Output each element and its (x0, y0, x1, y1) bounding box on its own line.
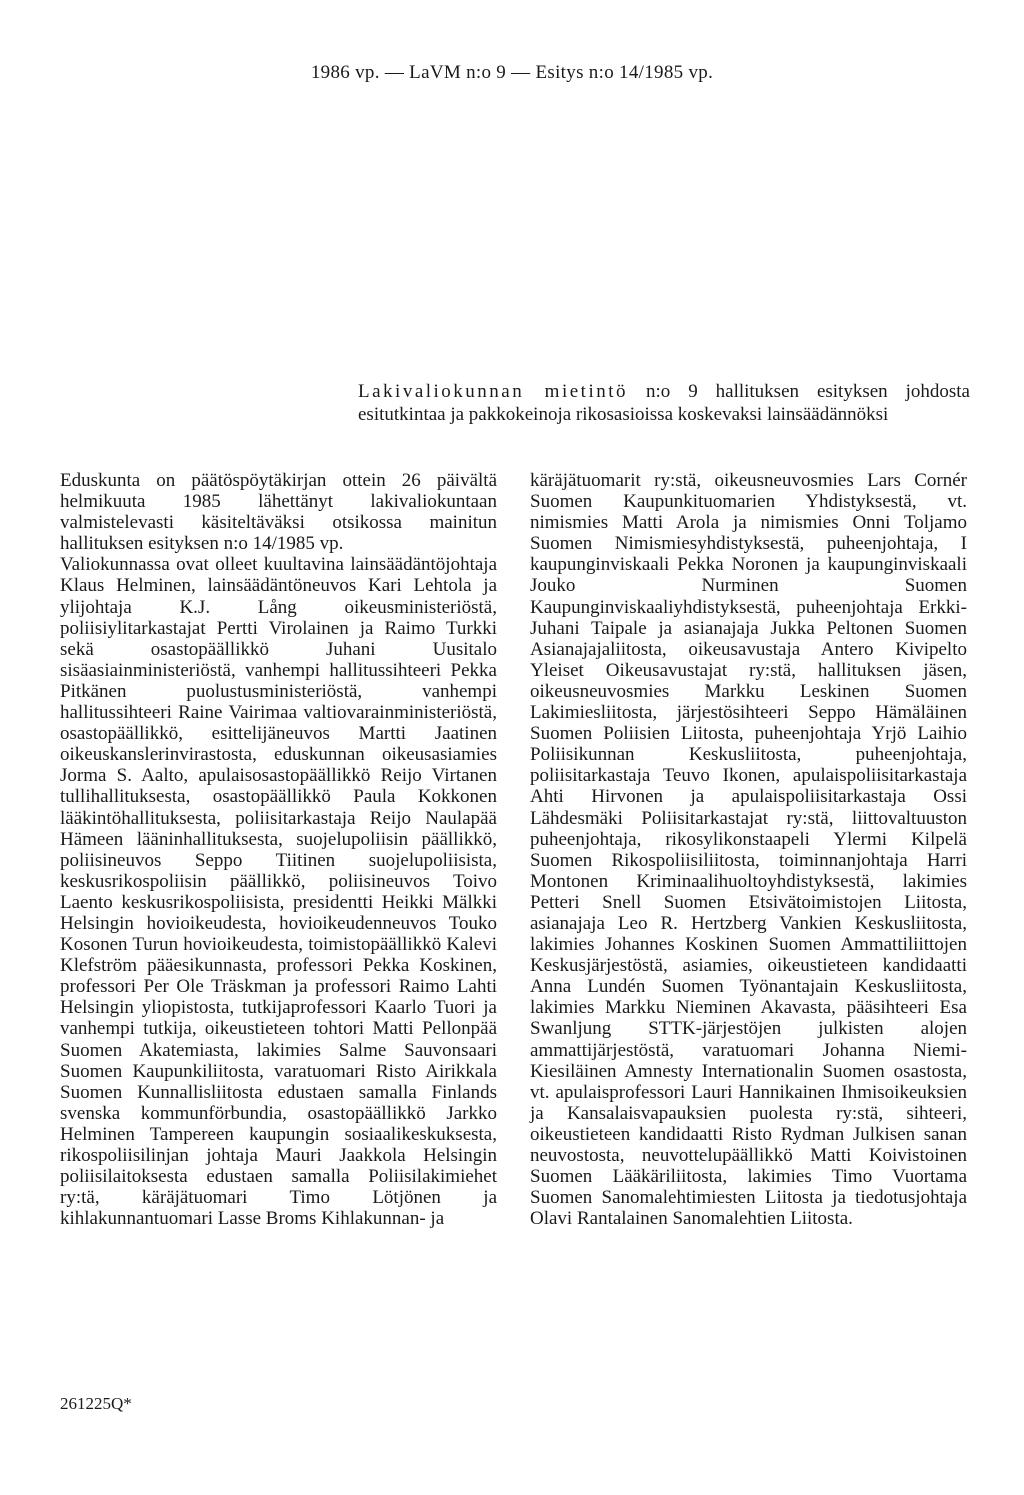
left-column (60, 470, 497, 1229)
report-title (358, 380, 970, 426)
running-header: 1986 vp. — LaVM n:o 9 — Esitys n:o 14/1985 vp. (310, 62, 714, 83)
right-column (530, 470, 967, 1229)
report-title-rest: n:o 9 hallituksen esityksen johdosta esitutkintaa ja pakkokeinoja rikosasioissa koskevaksi lainsäädännöksi (358, 381, 970, 425)
body-paragraph: käräjätuomarit ry:stä, oikeusneuvosmies Lars Cornér Suomen Kaupunkituomarien Yhdistyksestä, vt. nimismies Matti Arola ja nimismies Onni Toljamo Suomen Nimismiesyhdistyksestä, puheenjohtaja, I kaupunginviskaali Pekka Noronen ja kaupunginviskaali Jouko Nurminen Suomen Kaupunginviskaaliyhdistyksestä, puheenjohtaja Erkki-Juhani Taipale ja asianajaja Jukka Peltonen Suomen Asianajajaliitosta, oikeusavustaja Antero Kivipelto Yleiset Oikeusavustajat ry:stä, hallituksen jäsen, oikeusneuvosmies Markku Leskinen Suomen Lakimiesliitosta, järjestösihteeri Seppo Hämäläinen Suomen Poliisien Liitosta, puheenjohtaja Yrjö Laihio Poliisikunnan Keskusliitosta, puheenjohtaja, poliisitarkastaja Teuvo Ikonen, apulaispoliisitarkastaja Ahti Hirvonen ja apulaispoliisitarkastaja Ossi Lähdesmäki Poliisitarkastajat ry:stä, liittovaltuuston puheenjohtaja, rikosylikonstaapeli Ylermi Kilpelä Suomen Rikospoliisiliitosta, toiminnanjohtaja Harri Montonen Kriminaalihuoltoyhdistyksestä, lakimies Petteri Snell Suomen Etsivätoimistojen Liitosta, asianajaja Leo R. Hertzberg Vankien Keskusliitosta, lakimies Johannes Koskinen Suomen Ammattiliittojen Keskusjärjestöstä, asiamies, oikeustieteen kandidaatti Anna Lundén Suomen Työnantajain Keskusliitosta, lakimies Markku Nieminen Akavasta, pääsihteeri Esa Swanljung STTK-järjestöjen julkisten alojen ammattijärjestöstä, varatuomari Johanna Niemi-Kiesiläinen Amnesty Internationalin Suomen osastosta, vt. apulaisprofessori Lauri Hannikainen Ihmisoikeuksien ja Kansalaisvapauksien puolesta ry:stä, sihteeri, oikeustieteen kandidaatti Risto Rydman Julkisen sanan neuvostosta, neuvottelupäällikkö Matti Koivistoinen Suomen Lääkäriliitosta, lakimies Timo Vuortama Suomen Sanomalehtimiesten Liitosta ja tiedotusjohtaja Olavi Rantalainen Sanomalehtien Liitosta. (530, 470, 967, 1230)
print-code: 261225Q* (60, 1394, 132, 1413)
body-paragraph: Eduskunta on päätöspöytäkirjan ottein 26 päivältä helmikuuta 1985 lähettänyt lakivaliokuntaan valmistelevasti käsiteltäväksi otsikossa mainitun hallituksen esityksen n:o 14/1985 vp. (60, 470, 497, 555)
body-paragraph: Valiokunnassa ovat olleet kuultavina lainsäädäntöjohtaja Klaus Helminen, lainsäädäntöneuvos Kari Lehtola ja ylijohtaja K.J. Lång oikeusministeriöstä, poliisiylitarkastajat Pertti Virolainen ja Raimo Turkki sekä osastopäällikkö Juhani Uusitalo sisäasiainministeriöstä, vanhempi hallitussihteeri Pekka Pitkänen puolustusministeriöstä, vanhempi hallitussihteeri Raine Vairimaa valtiovarainministeriöstä, osastopäällikkö, esittelijäneuvos Martti Jaatinen oikeuskanslerinvirastosta, eduskunnan oikeusasiamies Jorma S. Aalto, apulaisosastopäällikkö Reijo Virtanen tullihallituksesta, osastopäällikkö Paula Kokkonen lääkintöhallituksesta, poliisitarkastaja Reijo Naulapää Hämeen lääninhallituksesta, suojelupoliisin päällikkö, poliisineuvos Seppo Tiitinen suojelupoliisista, keskusrikospoliisin päällikkö, poliisineuvos Toivo Laento keskusrikospoliisista, presidentti Heikki Mälkki Helsingin hovioikeudesta, hovioikeudenneuvos Touko Kosonen Turun hovioikeudesta, toimistopäällikkö Kalevi Klefström pääesikunnasta, professori Pekka Koskinen, professori Per Ole Träskman ja professori Raimo Lahti Helsingin yliopistosta, tutkijaprofessori Kaarlo Tuori ja vanhempi tutkija, oikeustieteen tohtori Matti Pellonpää Suomen Akatemiasta, lakimies Salme Sauvonsaari Suomen Kaupunkiliitosta, varatuomari Risto Airikkala Suomen Kunnallisliitosta edustaen samalla Finlands svenska kommunförbundia, osastopäällikkö Jarkko Helminen Tampereen kaupungin sosiaalikeskuksesta, rikospoliisilinjan johtaja Mauri Jaakkola Helsingin poliisilaitoksesta edustaen samalla Poliisilakimiehet ry:tä, käräjätuomari Timo Lötjönen ja kihlakunnantuomari Lasse Broms Kihlakunnan- ja (60, 554, 497, 1230)
report-title-lead: Lakivaliokunnan mietintö (358, 381, 629, 402)
